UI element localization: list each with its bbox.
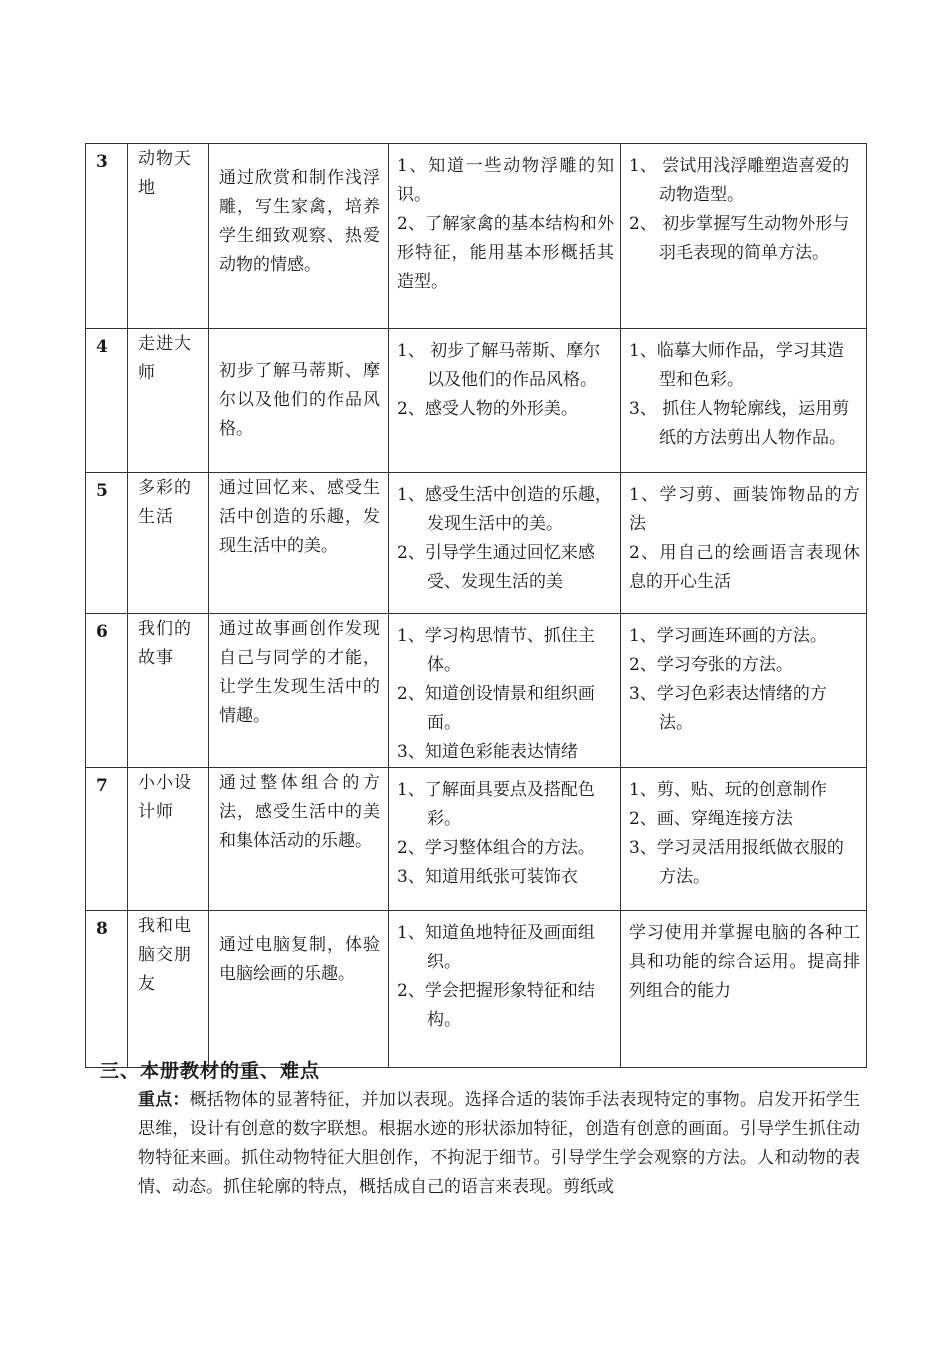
lesson-goal: 通过故事画创作发现自己与同学的才能，让学生发现生活中的情趣。: [209, 614, 389, 768]
key-points-label: 重点：: [138, 1090, 190, 1110]
knowledge-item: 3、知道色彩能表达情绪: [397, 742, 578, 762]
knowledge-item: 2、知道创设情景和组织画面。: [397, 684, 595, 733]
knowledge-item: 3、知道用纸张可装饰衣: [397, 867, 578, 887]
lesson-goal: 通过回忆来、感受生活中创造的乐趣，发现生活中的美。: [209, 473, 389, 614]
skill-cell: [621, 144, 867, 329]
skill-item: 1、临摹大师作品，学习其造型和色彩。: [629, 341, 844, 390]
skill-item: 3、学习色彩表达情绪的方法。: [629, 684, 827, 733]
skill-item: 学习使用并掌握电脑的各种工具和功能的综合运用。提高排列组合的能力: [629, 923, 860, 1001]
skill-cell: [621, 911, 867, 1068]
table-row: [86, 144, 867, 329]
knowledge-item: 2、感受人物的外形美。: [397, 399, 578, 419]
lesson-title: 多彩的生活: [128, 473, 209, 614]
knowledge-item: 2、学会把握形象特征和结构。: [397, 981, 595, 1030]
lesson-number: 4: [86, 329, 128, 473]
table-row: [86, 768, 867, 911]
table-row: [86, 911, 867, 1068]
knowledge-cell: [389, 144, 621, 329]
lesson-goal: 通过电脑复制，体验电脑绘画的乐趣。: [209, 911, 389, 1068]
knowledge-item: 1、知道一些动物浮雕的知识。: [397, 156, 614, 205]
knowledge-cell: [389, 911, 621, 1068]
knowledge-item: 2、了解家禽的基本结构和外形特征，能用基本形概括其造型。: [397, 214, 614, 292]
skill-item: 1、 尝试用浅浮雕塑造喜爱的动物造型。: [629, 156, 850, 205]
skill-item: 2、 初步掌握写生动物外形与羽毛表现的简单方法。: [629, 214, 850, 263]
knowledge-item: 1、知道鱼地特征及画面组织。: [397, 923, 595, 972]
skill-item: 2、画、穿绳连接方法: [629, 809, 793, 829]
knowledge-item: 1、了解面具要点及搭配色彩。: [397, 780, 595, 829]
table-row: [86, 329, 867, 473]
lesson-number: 8: [86, 911, 128, 1068]
skill-cell: [621, 473, 867, 614]
knowledge-item: 1、感受生活中创造的乐趣，发现生活中的美。: [397, 485, 612, 534]
lesson-title: 动物天地: [128, 144, 209, 329]
table-row: [86, 473, 867, 614]
knowledge-cell: [389, 329, 621, 473]
knowledge-item: 1、 初步了解马蒂斯、摩尔以及他们的作品风格。: [397, 341, 601, 390]
lesson-number: 3: [86, 144, 128, 329]
key-points-paragraph: [138, 1086, 860, 1202]
skill-cell: [621, 614, 867, 768]
knowledge-cell: [389, 768, 621, 911]
skill-item: 2、用自己的绘画语言表现休息的开心生活: [629, 543, 860, 592]
knowledge-item: 2、引导学生通过回忆来感受、发现生活的美: [397, 543, 595, 592]
knowledge-item: 1、学习构思情节、抓住主体。: [397, 626, 595, 675]
skill-item: 1、学习剪、画装饰物品的方法: [629, 485, 860, 534]
knowledge-cell: [389, 614, 621, 768]
lesson-goal: 初步了解马蒂斯、摩尔以及他们的作品风格。: [209, 329, 389, 473]
lesson-title: 我和电脑交朋友: [128, 911, 209, 1068]
skill-item: 3、 抓住人物轮廓线，运用剪纸的方法剪出人物作品。: [629, 399, 850, 448]
lesson-title: 小小设计师: [128, 768, 209, 911]
lesson-table: [85, 143, 867, 1068]
table-row: [86, 614, 867, 768]
skill-cell: [621, 329, 867, 473]
lesson-title: 走进大师: [128, 329, 209, 473]
lesson-goal: 通过整体组合的方法，感受生活中的美和集体活动的乐趣。: [209, 768, 389, 911]
skill-cell: [621, 768, 867, 911]
lesson-title: 我们的故事: [128, 614, 209, 768]
section-heading: 三、本册教材的重、难点: [100, 1060, 321, 1082]
lesson-goal: 通过欣赏和制作浅浮雕，写生家禽，培养学生细致观察、热爱动物的情感。: [209, 144, 389, 329]
lesson-number: 7: [86, 768, 128, 911]
key-points-text: 概括物体的显著特征，并加以表现。选择合适的装饰手法表现特定的事物。启发开拓学生思维，设计有创意的数字联想。根据水迹的形状添加特征，创造有创意的画面。引导学生抓住动物特征来画。抓住动物特征大胆创作，不拘泥于细节。引导学生学会观察的方法。人和动物的表情、动态。抓住轮廓的特点，概括成自己的语言来表现。剪纸或: [138, 1090, 861, 1197]
skill-item: 3、学习灵活用报纸做衣服的方法。: [629, 838, 844, 887]
skill-item: 2、学习夸张的方法。: [629, 655, 793, 675]
skill-item: 1、学习画连环画的方法。: [629, 626, 827, 646]
knowledge-item: 2、学习整体组合的方法。: [397, 838, 595, 858]
lesson-number: 6: [86, 614, 128, 768]
skill-item: 1、剪、贴、玩的创意制作: [629, 780, 827, 800]
lesson-number: 5: [86, 473, 128, 614]
knowledge-cell: [389, 473, 621, 614]
